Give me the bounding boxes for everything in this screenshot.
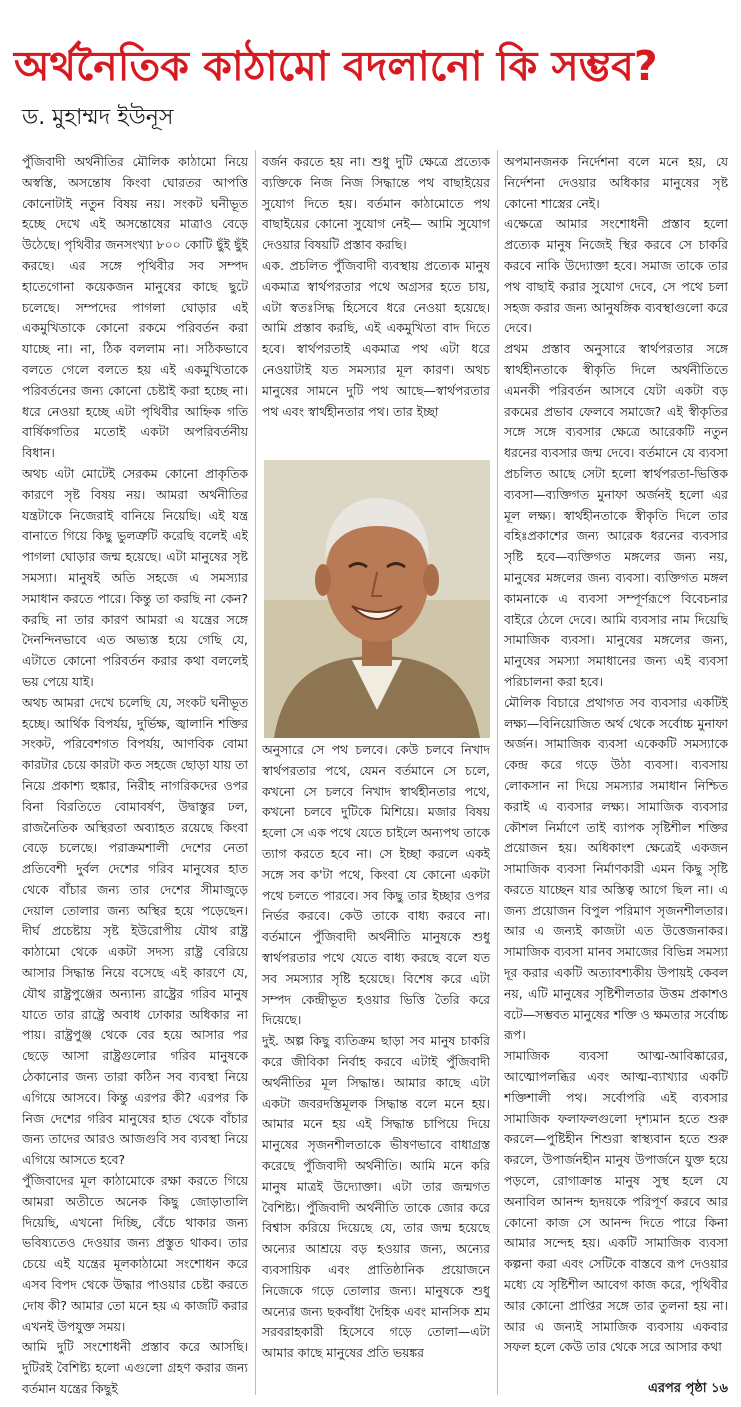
paragraph: অথচ এটা মোটেই সেরকম কোনো প্রাকৃতিক কারণে সৃষ্ট বিষয় নয়। আমরা অর্থনীতির যন্ত্রটাকে নিজেরাই বানিয়ে নিয়েছি। এই যন্ত্র বানাতে গিয়ে কিছু ভুলত্রুটি করেছি বলেই এই পাগলা ঘোড়ার জন্ম হয়েছে। এটা মানুষের সৃষ্ট সমস্যা। মানুষই অতি সহজে এ সমস্যার সমাধান করতে পারে। কিন্তু তা করছি না কেন? করছি না তার কারণ আমরা এ যন্ত্রের সঙ্গে দৈনন্দিনভাবে এত অভ্যস্ত হয়ে গেছি যে, এটাতে কোনো পরিবর্তন করার কথা বললেই ভয় পেয়ে যাই। (22, 465, 248, 689)
continued-on-page-note: এরপর পৃষ্ঠা ১৬ (647, 1381, 728, 1396)
article-column-1 (22, 152, 248, 1397)
paragraph: অথচ আমরা দেখে চলেছি যে, সংকট ঘনীভূত হচ্ছে। আর্থিক বিপর্যয়, দুর্ভিক্ষ, জ্বালানি শক্তির সংকট, পরিবেশগত বিপর্যয়, আণবিক বোমা কারটার চেয়ে কারটা কত সহজে ছোড়া যায় তা নিয়ে প্রকাশ্য হুঙ্কার, নিরীহ নাগরিকদের ওপর বিনা বিরতিতে বোমাবর্ষণ, উদ্বাস্তুর ঢল, রাজনৈতিক অস্থিরতা অব্যাহত রয়েছে কিংবা বেড়ে চলেছে। পরাক্রমশালী দেশের নেতা প্রতিবেশী দুর্বল দেশের গরিব মানুষের হাত থেকে বাঁচার জন্য তার দেশের সীমাজুড়ে দেয়াল তোলার জন্য অস্থির হয়ে পড়েছেন। দীর্ঘ প্রচেষ্টায় সৃষ্ট ইউরোপীয় যৌথ রাষ্ট্র কাঠামো থেকে একটা সদস্য রাষ্ট্র বেরিয়ে আসার সিদ্ধান্ত নিয়ে বসেছে এই কারণে যে, যৌথ রাষ্ট্রপুঞ্জের অন্যান্য রাষ্ট্রের গরিব মানুষ যাতে তার রাষ্ট্রে অবাধ ঢোকার অধিকার না পায়। রাষ্ট্রপুঞ্জ থেকে বের হয়ে আসার পর ছেড়ে আসা রাষ্ট্রগুলোর গরিব মানুষকে ঠেকানোর জন্য তারা কঠিন সব ব্যবস্থা নিয়ে এগিয়ে আসবে। কিন্তু এরপর কী? এরপর কি নিজ দেশের গরিব মানুষের হাত থেকে বাঁচার জন্য তাদের আরও আজগুবি সব ব্যবস্থা নিয়ে এগিয়ে আসতে হবে? (22, 694, 248, 1168)
author-byline: ড. মুহাম্মদ ইউনূস (22, 105, 174, 130)
paragraph: এক্ষেত্রে আমার সংশোধনী প্রস্তাব হলো প্রত্যেক মানুষ নিজেই স্থির করবে সে চাকরি করবে নাকি উদ্যোক্তা হবে। সমাজ তাকে তার পথ বাছাই করার সুযোগ দেবে, সে পথে চলা সহজ করার জন্য আনুষঙ্গিক ব্যবস্থাগুলো করে দেবে। (504, 216, 728, 336)
portrait-photo (264, 460, 490, 738)
paragraph: সামাজিক ব্যবসা আত্ম-আবিষ্কারের, আত্মোপলব্ধির এবং আত্ম-ব্যাখ্যার একটি শক্তিশালী পথ। সর্বোপরি এই ব্যবসার সামাজিক ফলাফলগুলো দৃশ্যমান হতে শুরু করলে—পুষ্টিহীন শিশুরা স্বাস্থ্যবান হতে শুরু করলে, উপার্জনহীন মানুষ উপার্জনে যুক্ত হয়ে পড়লে, রোগাক্রান্ত মানুষ সুস্থ হলে যে অনাবিল আনন্দ হৃদয়কে পরিপূর্ণ করবে আর কোনো কাজ সে আনন্দ দিতে পারে কিনা আমার সন্দেহ হয়। একটি সামাজিক ব্যবসা কল্পনা করা এবং সেটিকে বাস্তবে রূপ দেওয়ার মধ্যে যে সৃষ্টিশীল আবেগ কাজ করে, পৃথিবীর আর কোনো প্রাপ্তির সঙ্গে তার তুলনা হয় না। আর এ জন্যই সামাজিক ব্যবসায় একবার সফল হলে কেউ তার থেকে সরে আসার কথা (504, 1048, 728, 1355)
article-column-2-top (262, 152, 490, 458)
paragraph: দুই. অল্প কিছু ব্যতিক্রম ছাড়া সব মানুষ চাকরি করে জীবিকা নির্বাহ করবে এটাই পুঁজিবাদী অর্থনীতির মূল সিদ্ধান্ত। আমার কাছে এটা একটা জবরদস্তিমূলক সিদ্ধান্ত বলে মনে হয়। আমার মনে হয় এই সিদ্ধান্ত চাপিয়ে দিয়ে মানুষের সৃজনশীলতাকে ভীষণভাবে বাধাগ্রস্ত করেছে পুঁজিবাদী অর্থনীতি। আমি মনে করি মানুষ মাত্রই উদ্যোক্তা। এটা তার জন্মগত বৈশিষ্ট্য। পুঁজিবাদী অর্থনীতি তাকে জোর করে বিশ্বাস করিয়ে দিয়েছে যে, তার জন্ম হয়েছে অন্যের আশ্রয়ে বড় হওয়ার জন্য, অন্যের ব্যবসায়িক এবং প্রাতিষ্ঠানিক প্রয়োজনে নিজেকে গড়ে তোলার জন্য। মানুষকে শুধু অন্যের জন্য ছকবাঁধা দৈহিক এবং মানসিক শ্রম সরবরাহকারী হিসেবে গড়ে তোলা—এটা আমার কাছে মানুষের প্রতি ভয়ঙ্কর (262, 1033, 490, 1361)
portrait-photo-icon (264, 460, 490, 738)
paragraph: পুঁজিবাদী অর্থনীতির মৌলিক কাঠামো নিয়ে অস্বস্তি, অসন্তোষ কিংবা ঘোরতর আপত্তি কোনোটাই নতুন বিষয় নয়। সংকট ঘনীভূত হচ্ছে দেখে এই অসন্তোষের মাত্রাও বেড়ে উঠেছে। পৃথিবীর জনসংখ্যা ৮০০ কোটি ছুঁই ছুঁই করছে। এর সঙ্গে পৃথিবীর সব সম্পদ হাতেগোনা কয়েকজন মানুষের কাছে ছুটে চলেছে। সম্পদের পাগলা ঘোড়ার এই একমুখিতাকে কোনো রকমে পরিবর্তন করা যাচ্ছে না। না, ঠিক বললাম না। সঠিকভাবে বলতে গেলে বলতে হয় এই একমুখিতাকে পরিবর্তনের জন্য কোনো চেষ্টাই করা হচ্ছে না। ধরে নেওয়া হচ্ছে এটা পৃথিবীর আহ্নিক গতি বার্ষিকগতির মতোই একটা অপরিবর্তনীয় বিধান। (22, 154, 248, 461)
paragraph: মৌলিক বিচারে প্রথাগত সব ব্যবসার একটিই লক্ষ্য—বিনিয়োজিত অর্থ থেকে সর্বোচ্চ মুনাফা অর্জন। সামাজিক ব্যবসা একেকটি সমস্যাকে কেন্দ্র করে গড়ে উঠা ব্যবসা। ব্যবসায় লোকসান না দিয়ে সমস্যার সমাধান নিশ্চিত করাই এ ব্যবসার লক্ষ্য। সামাজিক ব্যবসার কৌশল নির্মাণে তাই ব্যাপক সৃষ্টিশীল শক্তির প্রয়োজন হয়। অধিকাংশ ক্ষেত্রেই একজন সামাজিক ব্যবসা নির্মাণকারী এমন কিছু সৃষ্টি করতে যাচ্ছেন যার অস্তিত্ব আগে ছিল না। এ জন্য প্রয়োজন বিপুল পরিমাণ সৃজনশীলতার। আর এ জন্যই কাজটা এত উত্তেজনাকর। সামাজিক ব্যবসা মানব সমাজের বিভিন্ন সমস্যা দূর করার একটি অত্যাবশ্যকীয় উপায়ই কেবল নয়, এটি মানুষের সৃষ্টিশীলতার উত্তম প্রকাশও বটে—সম্ভবত মানুষের শক্তি ও ক্ষমতার সর্বোচ্চ রূপ। (504, 694, 728, 1043)
paragraph: এক. প্রচলিত পুঁজিবাদী ব্যবস্থায় প্রত্যেক মানুষ একমাত্র স্বার্থপরতার পথে অগ্রসর হতে চায়, এটা স্বতঃসিদ্ধ হিসেবে ধরে নেওয়া হয়েছে। আমি প্রস্তাব করছি, এই একমুখিতা বাদ দিতে হবে। স্বার্থপরতাই একমাত্র পথ এটা ধরে নেওয়াটাই যত সমস্যার মূল কারণ। অথচ মানুষের সামনে দুটি পথ আছে—স্বার্থপরতার পথ এবং স্বার্থহীনতার পথ। তার ইচ্ছা (262, 257, 490, 419)
paragraph: অনুসারে সে পথ চলবে। কেউ চলবে নিখাদ স্বার্থপরতার পথে, যেমন বর্তমানে সে চলে, কখনো সে চলবে নিখাদ স্বার্থহীনতার পথে, কখনো চলবে দুটিকে মিশিয়ে। মজার বিষয় হলো সে এক পথে যেতে চাইলে অন্যপথ তাকে ত্যাগ করতে হবে না। সে ইচ্ছা করলে একই সঙ্গে সব ক'টা পথে, কিংবা যে কোনো একটা পথে চলতে পারবে। সব কিছু তার ইচ্ছার ওপর নির্ভর করবে। কেউ তাকে বাধ্য করবে না। বর্তমানে পুঁজিবাদী অর্থনীতি মানুষকে শুধু স্বার্থপরতার পথে যেতে বাধ্য করছে বলে যত সব সমস্যার সৃষ্টি হয়েছে। বিশেষ করে এটা সম্পদ কেন্দ্রীভূত হওয়ার ভিত্তি তৈরি করে দিয়েছে। (262, 742, 490, 1028)
article-column-2-bottom (262, 740, 490, 1397)
headline: অর্থনৈতিক কাঠামো বদলানো কি সম্ভব? (14, 42, 658, 90)
column-divider (255, 150, 256, 1395)
paragraph: বর্জন করতে হয় না। শুধু দুটি ক্ষেত্রে প্রত্যেক ব্যক্তিকে নিজ নিজ সিদ্ধান্তে পথ বাছাইয়ের সুযোগ দিতে হয়। বর্তমান কাঠামোতে পথ বাছাইয়ের কোনো সুযোগ নেই— আমি সুযোগ দেওয়ার বিষয়টি প্রস্তাব করছি। (262, 154, 490, 253)
article-column-3 (504, 152, 728, 1374)
paragraph: অপমানজনক নির্দেশনা বলে মনে হয়, যে নির্দেশনা দেওয়ার অধিকার মানুষের সৃষ্ট কোনো শাস্ত্রের নেই। (504, 154, 728, 211)
column-divider (497, 150, 498, 1395)
paragraph: প্রথম প্রস্তাব অনুসারে স্বার্থপরতার সঙ্গে স্বার্থহীনতাকে স্বীকৃতি দিলে অর্থনীতিতে এমনকী পরিবর্তন আসবে যেটা একটা বড় রকমের প্রভাব ফেলবে সমাজে? এই স্বীকৃতির সঙ্গে সঙ্গে ব্যবসার ক্ষেত্রে আরেকটি নতুন ধরনের ব্যবসার জন্ম দেবে। বর্তমানে যে ব্যবসা প্রচলিত আছে সেটা হলো স্বার্থপরতা-ভিত্তিক ব্যবসা—ব্যক্তিগত মুনাফা অর্জনই হলো এর মূল লক্ষ্য। স্বার্থহীনতাকে স্বীকৃতি দিলে তার বহিঃপ্রকাশের জন্য আরেক ধরনের ব্যবসার সৃষ্টি হবে—ব্যক্তিগত মঙ্গলের জন্য নয়, মানুষের মঙ্গলের জন্য ব্যবসা। ব্যক্তিগত মঙ্গল কামনাকে এ ব্যবসা সম্পূর্ণরূপে বিবেচনার বাইরে ঠেলে দেবে। আমি ব্যবসার নাম দিয়েছি সামাজিক ব্যবসা। মানুষের মঙ্গলের জন্য, মানুষের সমস্যা সমাধানের জন্য এই ব্যবসা পরিচালনা করা হবে। (504, 341, 728, 689)
paragraph: পুঁজিবাদের মূল কাঠামোকে রক্ষা করতে গিয়ে আমরা অতীতে অনেক কিছু জোড়াতালি দিয়েছি, এখনো দিচ্ছি, বেঁচে থাকার জন্য ভবিষ্যতেও দেওয়ার জন্য প্রস্তুত থাকব। তার চেয়ে এই যন্ত্রের মূলকাঠামো সংশোধন করে এসব বিপদ থেকে উদ্ধার পাওয়ার চেষ্টা করতে দোষ কী? আমার তো মনে হয় এ কাজটি করার এখনই উপযুক্ত সময়। (22, 1173, 248, 1334)
paragraph: আমি দুটি সংশোধনী প্রস্তাব করে আসছি। দুটিরই বৈশিষ্ট্য হলো এগুলো গ্রহণ করার জন্য বর্তমান যন্ত্রের কিছুই (22, 1339, 248, 1397)
